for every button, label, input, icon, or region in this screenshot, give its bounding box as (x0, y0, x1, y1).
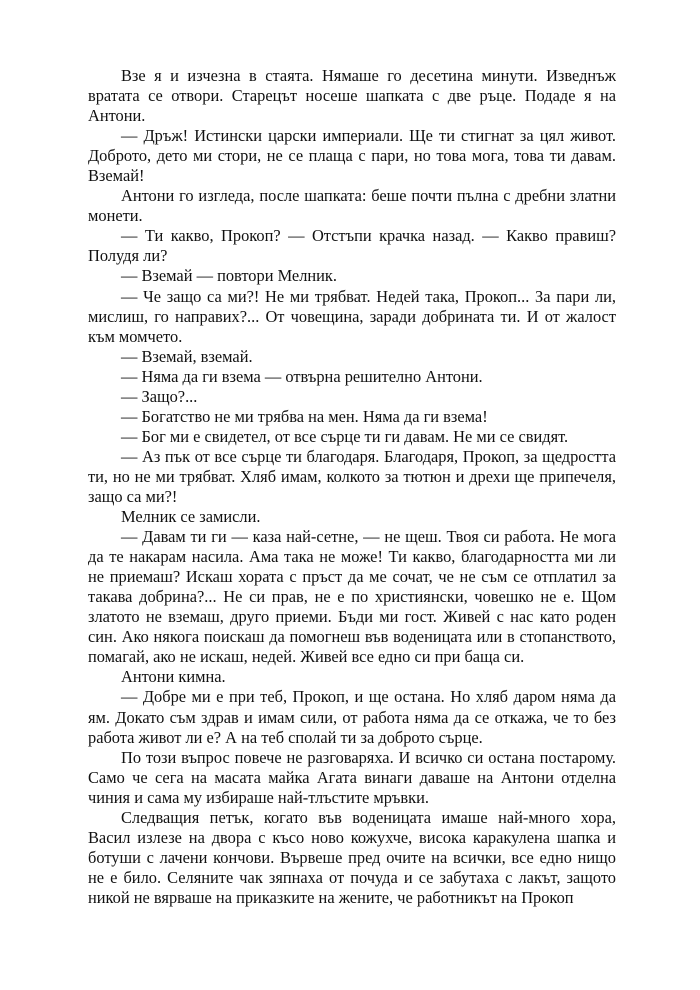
paragraph: — Аз пък от все сърце ти благодаря. Благодаря, Прокоп, за щедростта ти, но не ми трябват. Хляб имам, колкото за тютюн и дрехи ще припечеля, защо са ми?! (88, 446, 616, 506)
paragraph: — Няма да ги взема — отвърна решително Антони. (121, 366, 483, 386)
paragraph: По този въпрос повече не разговаряха. И всичко си остана постарому. Само че сега на масата майка Агата винаги даваше на Антони отделна чиния и сама му избираше най-тлъстите мръвки. (88, 747, 616, 807)
paragraph: — Дръж! Истински царски империали. Ще ти стигнат за цял живот. Доброто, дето ми стори, не се плаща с пари, но това мога, това ти давам. Вземай! (88, 126, 616, 186)
paragraph: — Добре ми е при теб, Прокоп, и ще остана. Но хляб даром няма да ям. Докато съм здрав и имам сили, от работа няма да се откажа, че то без работа живот ли е? А на теб сполай ти за доброто сърце. (88, 687, 616, 747)
paragraph: Мелник се замисли. (121, 507, 261, 527)
paragraph: — Бог ми е свидетел, от все сърце ти ги давам. Не ми се свидят. (121, 426, 569, 446)
paragraph: — Че защо са ми?! Не ми трябват. Недей така, Прокоп... За пари ли, мислиш, го направих?... От човещина, заради добрината ти. И от жалост към момчето. (88, 286, 616, 346)
paragraph: — Защо?... (121, 386, 198, 406)
paragraph: Следващия петък, когато във воденицата имаше най-много хора, Васил излезе на двора с късо ново кожухче, висока каракулена шапка и ботуши с лачени кончови. Вървеше пред очите на всички, все едно нищо не е било. Селяните чак зяпнаха от почуда и се забутаха с лакът, защото никой не вярваше на приказките на жените, че работникът на Прокоп (88, 807, 616, 907)
paragraph: Антони кимна. (121, 667, 226, 687)
paragraph: Антони го изгледа, после шапката: беше почти пълна с дребни златни монети. (88, 186, 616, 226)
paragraph: — Ти какво, Прокоп? — Отстъпи крачка назад. — Какво правиш? Полудя ли? (88, 226, 616, 266)
paragraph: — Вземай, вземай. (121, 346, 253, 366)
paragraph: Взе я и изчезна в стаята. Нямаше го десетина минути. Изведнъж вратата се отвори. Старецът носеше шапката с две ръце. Подаде я на Антони. (88, 66, 616, 126)
paragraph: — Богатство не ми трябва на мен. Няма да ги взема! (121, 406, 488, 426)
page-text (88, 66, 616, 908)
paragraph: — Вземай — повтори Мелник. (121, 266, 337, 286)
paragraph: — Давам ти ги — каза най-сетне, — не щеш. Твоя си работа. Не мога да те накарам насила. Ама така не може! Ти какво, благодарността ми ли не приемаш? Искаш хората с пръст да ме сочат, че не съм се отплатил за такава добрина?... Не си прав, не е по християнски, човешко не е. Щом златото не вземаш, друго приеми. Бъди ми гост. Живей с нас като роден син. Ако някога поискаш да помогнеш във воденицата или в стопанството, помагай, ако не искаш, недей. Живей все едно си при баща си. (88, 527, 616, 667)
